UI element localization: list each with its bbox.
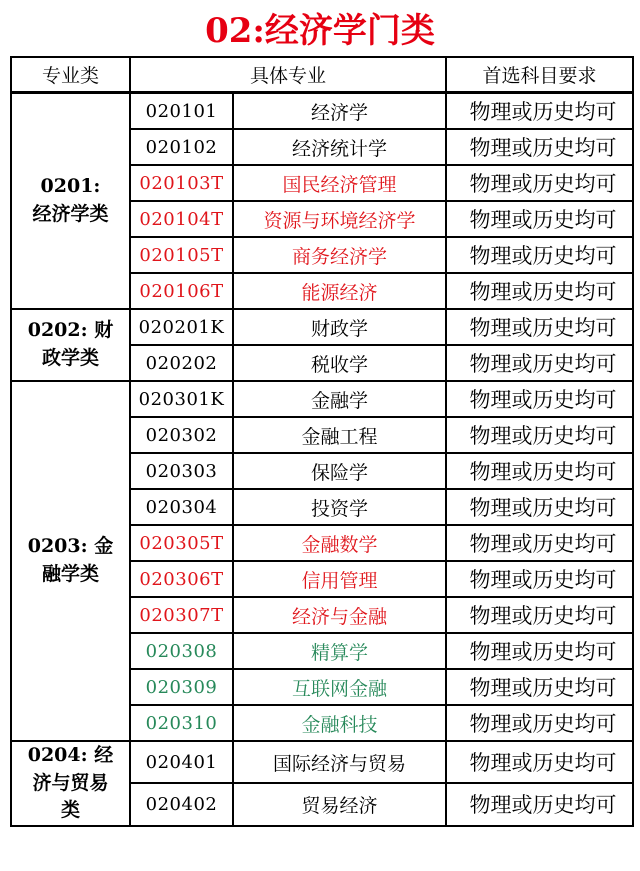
major-name-cell: 金融数学 <box>233 525 446 561</box>
major-name-cell: 商务经济学 <box>233 237 446 273</box>
major-name-cell: 金融学 <box>233 381 446 417</box>
major-code-cell: 020105T <box>130 237 233 273</box>
major-name-cell: 互联网金融 <box>233 669 446 705</box>
major-code-cell: 020102 <box>130 129 233 165</box>
page-title: 02:经济学门类 <box>205 11 435 51</box>
requirement-cell: 物理或历史均可 <box>446 237 633 273</box>
requirement-cell: 物理或历史均可 <box>446 525 633 561</box>
major-name-cell: 资源与环境经济学 <box>233 201 446 237</box>
major-code-cell: 020201K <box>130 309 233 345</box>
major-name-cell: 财政学 <box>233 309 446 345</box>
requirement-cell: 物理或历史均可 <box>446 453 633 489</box>
requirement-cell: 物理或历史均可 <box>446 381 633 417</box>
major-code-cell: 020307T <box>130 597 233 633</box>
category-cell: 0204: 经 济与贸易 类 <box>11 741 130 826</box>
requirement-cell: 物理或历史均可 <box>446 345 633 381</box>
category-cell: 0202: 财 政学类 <box>11 309 130 381</box>
major-name-cell: 信用管理 <box>233 561 446 597</box>
requirement-cell: 物理或历史均可 <box>446 597 633 633</box>
requirement-cell: 物理或历史均可 <box>446 633 633 669</box>
header-major: 具体专业 <box>130 57 446 93</box>
major-code-cell: 020304 <box>130 489 233 525</box>
major-name-cell: 国际经济与贸易 <box>233 741 446 783</box>
major-code-cell: 020202 <box>130 345 233 381</box>
requirement-cell: 物理或历史均可 <box>446 201 633 237</box>
major-name-cell: 经济与金融 <box>233 597 446 633</box>
major-name-cell: 金融工程 <box>233 417 446 453</box>
table-row <box>11 381 633 417</box>
major-code-cell: 020402 <box>130 783 233 825</box>
major-name-cell: 金融科技 <box>233 705 446 741</box>
major-name-cell: 能源经济 <box>233 273 446 309</box>
major-name-cell: 经济统计学 <box>233 129 446 165</box>
table-row <box>11 93 633 130</box>
requirement-cell: 物理或历史均可 <box>446 489 633 525</box>
requirement-cell: 物理或历史均可 <box>446 165 633 201</box>
table-row <box>11 309 633 345</box>
major-code-cell: 020302 <box>130 417 233 453</box>
major-code-cell: 020309 <box>130 669 233 705</box>
requirement-cell: 物理或历史均可 <box>446 669 633 705</box>
major-code-cell: 020310 <box>130 705 233 741</box>
header-category: 专业类 <box>11 57 130 93</box>
major-code-cell: 020308 <box>130 633 233 669</box>
requirement-cell: 物理或历史均可 <box>446 273 633 309</box>
requirement-cell: 物理或历史均可 <box>446 741 633 783</box>
requirement-cell: 物理或历史均可 <box>446 93 633 130</box>
major-name-cell: 贸易经济 <box>233 783 446 825</box>
requirement-cell: 物理或历史均可 <box>446 705 633 741</box>
category-cell: 0201: 经济学类 <box>11 93 130 310</box>
major-code-cell: 020103T <box>130 165 233 201</box>
major-code-cell: 020401 <box>130 741 233 783</box>
major-name-cell: 投资学 <box>233 489 446 525</box>
requirement-cell: 物理或历史均可 <box>446 783 633 825</box>
majors-table <box>10 56 634 827</box>
major-name-cell: 精算学 <box>233 633 446 669</box>
major-code-cell: 020104T <box>130 201 233 237</box>
requirement-cell: 物理或历史均可 <box>446 129 633 165</box>
header-requirement: 首选科目要求 <box>446 57 633 93</box>
major-code-cell: 020305T <box>130 525 233 561</box>
major-code-cell: 020101 <box>130 93 233 130</box>
major-name-cell: 经济学 <box>233 93 446 130</box>
table-header-row <box>11 57 633 93</box>
major-code-cell: 020303 <box>130 453 233 489</box>
major-name-cell: 税收学 <box>233 345 446 381</box>
major-code-cell: 020306T <box>130 561 233 597</box>
category-cell: 0203: 金 融学类 <box>11 381 130 741</box>
table-body <box>11 93 633 826</box>
major-code-cell: 020301K <box>130 381 233 417</box>
requirement-cell: 物理或历史均可 <box>446 309 633 345</box>
major-name-cell: 保险学 <box>233 453 446 489</box>
requirement-cell: 物理或历史均可 <box>446 561 633 597</box>
table-row <box>11 741 633 783</box>
major-code-cell: 020106T <box>130 273 233 309</box>
requirement-cell: 物理或历史均可 <box>446 417 633 453</box>
major-name-cell: 国民经济管理 <box>233 165 446 201</box>
